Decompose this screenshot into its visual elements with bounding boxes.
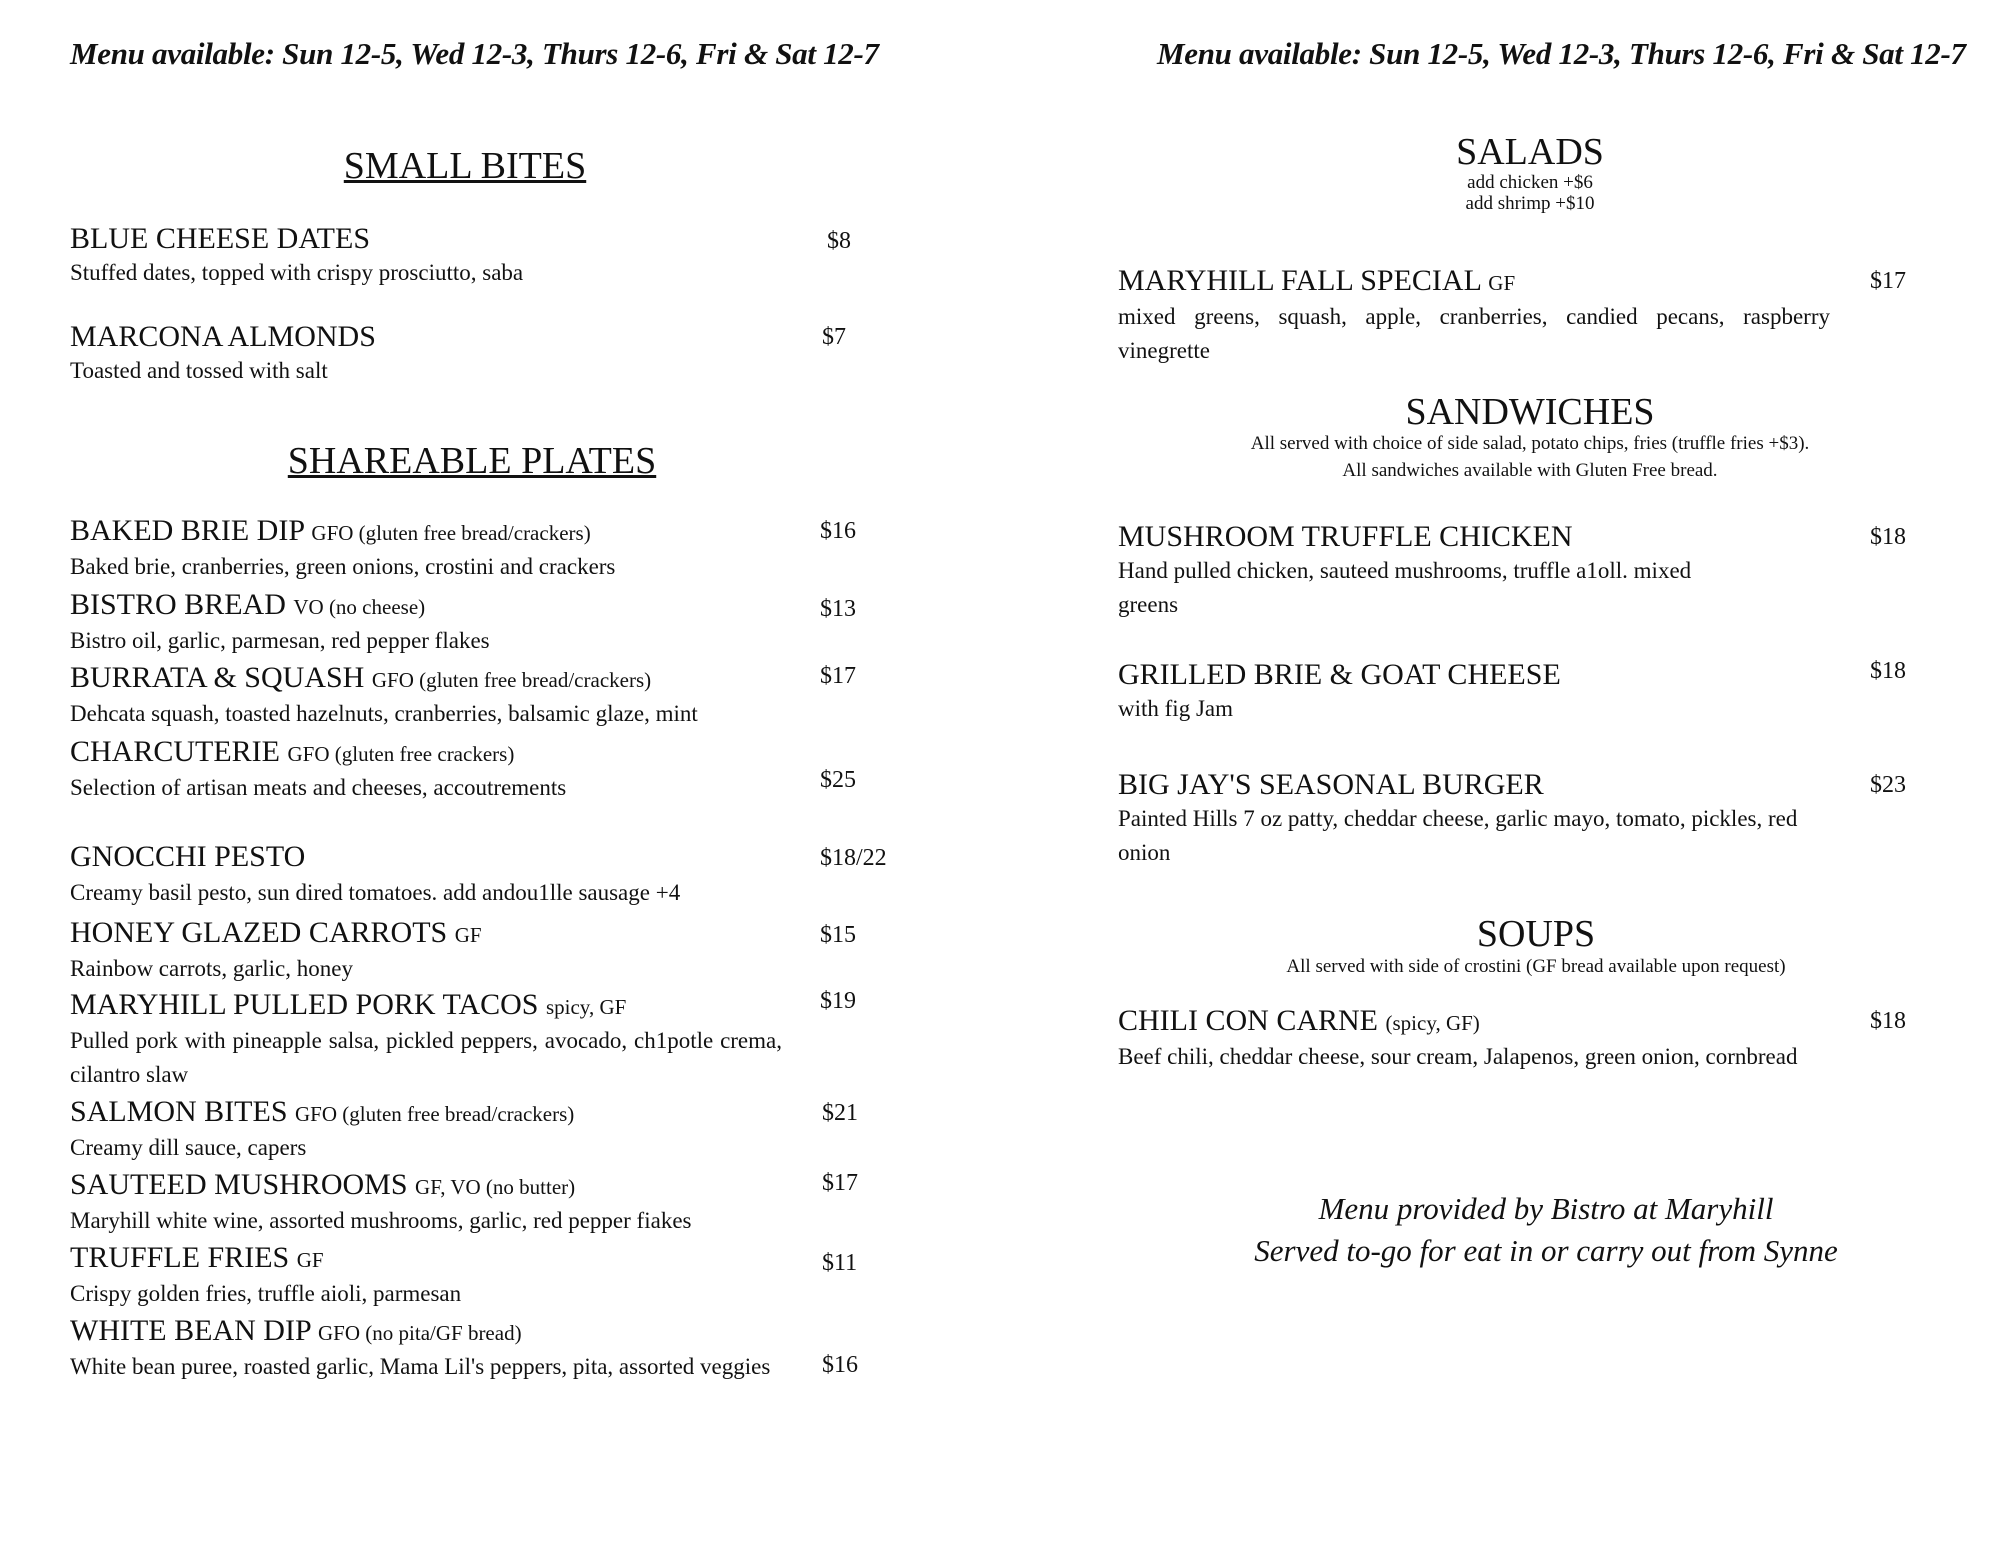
item-desc: Rainbow carrots, garlic, honey (70, 956, 353, 981)
item-desc: Dehcata squash, toasted hazelnuts, cranberries, balsamic glaze, mint (70, 701, 698, 726)
item-name: GNOCCHI PESTO (70, 840, 306, 873)
item-name: BURRATA & SQUASH (70, 661, 365, 694)
small-bites-title: SMALL BITES (343, 145, 587, 187)
item-tag: GF (296, 1248, 324, 1272)
item-desc: Beef chili, cheddar cheese, sour cream, Jalapenos, green onion, cornbread (1118, 1044, 1798, 1069)
menu-item (70, 514, 790, 584)
item-desc: Creamy dill sauce, capers (70, 1135, 307, 1160)
item-price: $16 (820, 518, 856, 544)
menu-item (70, 320, 790, 388)
item-price: $8 (827, 228, 851, 254)
soups-sub: All served with side of crostini (GF bread available upon request) (1286, 956, 1786, 977)
item-price: $17 (820, 663, 856, 689)
sandwiches-sub-sides: All served with choice of side salad, potato chips, fries (truffle fries +$3). (1250, 433, 1810, 454)
item-price: $7 (822, 324, 846, 350)
menu-item (70, 588, 790, 658)
item-name: MUSHROOM TRUFFLE CHICKEN (1118, 520, 1573, 553)
item-price: $17 (822, 1170, 858, 1196)
menu-item (70, 1168, 790, 1238)
menu-item (1118, 658, 1830, 726)
item-tag: (spicy, GF) (1385, 1011, 1480, 1035)
item-tag: GFO (no pita/GF bread) (318, 1321, 522, 1345)
item-name: BISTRO BREAD (70, 588, 286, 621)
sandwiches-title: SANDWICHES (1405, 391, 1655, 433)
item-tag: VO (no cheese) (293, 595, 426, 619)
item-desc: Toasted and tossed with salt (70, 358, 328, 383)
item-name: CHILI CON CARNE (1118, 1004, 1378, 1037)
menu-item (70, 840, 790, 910)
item-name: HONEY GLAZED CARROTS (70, 916, 448, 949)
item-price: $13 (820, 596, 856, 622)
item-desc: with fig Jam (1118, 696, 1233, 721)
item-tag: GF (454, 923, 482, 947)
item-price: $16 (822, 1352, 858, 1378)
item-price: $15 (820, 922, 856, 948)
item-tag: spicy, GF (545, 995, 627, 1019)
menu-item (1118, 520, 1748, 622)
item-tag: GF, VO (no butter) (415, 1175, 576, 1199)
item-desc: Maryhill white wine, assorted mushrooms, garlic, red pepper fiakes (70, 1208, 692, 1233)
item-price: $18 (1870, 524, 1906, 550)
item-name: MARYHILL PULLED PORK TACOS (70, 988, 539, 1021)
item-desc: Hand pulled chicken, sauteed mushrooms, truffle a1oll. mixed greens (1118, 558, 1692, 617)
menu-item (70, 1095, 790, 1165)
item-price: $11 (822, 1250, 858, 1276)
item-price: $18 (1870, 658, 1906, 684)
sandwiches-sub-gf: All sandwiches available with Gluten Free bread. (1342, 460, 1718, 481)
item-name: MARYHILL FALL SPECIAL (1118, 264, 1481, 297)
menu-item (70, 988, 782, 1092)
availability-right: Menu available: Sun 12-5, Wed 12-3, Thurs 12-6, Fri & Sat 12-7 (1157, 36, 1966, 71)
item-desc: White bean puree, roasted garlic, Mama Lil's peppers, pita, assorted veggies (70, 1354, 771, 1379)
item-name: SAUTEED MUSHROOMS (70, 1168, 408, 1201)
item-name: TRUFFLE FRIES (70, 1241, 290, 1274)
item-price: $18/22 (820, 845, 887, 871)
footer-provided-by: Menu provided by Bistro at Maryhill (1318, 1191, 1774, 1226)
menu-item (70, 916, 790, 986)
menu-item (1118, 768, 1840, 870)
item-desc: Baked brie, cranberries, green onions, crostini and crackers (70, 554, 616, 579)
item-tag: GFO (gluten free crackers) (287, 742, 515, 766)
item-tag: GFO (gluten free bread/crackers) (295, 1102, 575, 1126)
item-desc: Painted Hills 7 oz patty, cheddar cheese, garlic mayo, tomato, pickles, red onion (1118, 806, 1798, 865)
shareable-plates-title: SHAREABLE PLATES (287, 440, 657, 482)
salads-sub-shrimp: add shrimp +$10 (1465, 193, 1595, 214)
item-desc: Pulled pork with pineapple salsa, pickled peppers, avocado, ch1potle crema, cilantro slaw (70, 1028, 782, 1087)
soups-title: SOUPS (1476, 913, 1596, 955)
item-name: BIG JAY'S SEASONAL BURGER (1118, 768, 1544, 801)
item-desc: Creamy basil pesto, sun dired tomatoes. add andou1lle sausage +4 (70, 880, 681, 905)
item-name: SALMON BITES (70, 1095, 288, 1128)
item-price: $19 (820, 988, 856, 1014)
menu-item (70, 1314, 782, 1384)
availability-left: Menu available: Sun 12-5, Wed 12-3, Thurs 12-6, Fri & Sat 12-7 (70, 36, 879, 71)
item-price: $18 (1870, 1008, 1906, 1034)
menu-item (1118, 264, 1830, 368)
item-name: GRILLED BRIE & GOAT CHEESE (1118, 658, 1561, 691)
salads-title: SALADS (1456, 131, 1604, 173)
item-tag: GF (1488, 271, 1516, 295)
item-name: BAKED BRIE DIP (70, 514, 304, 547)
item-desc: Bistro oil, garlic, parmesan, red pepper flakes (70, 628, 490, 653)
item-price: $23 (1870, 772, 1906, 798)
item-tag: GFO (gluten free bread/crackers) (371, 668, 652, 692)
salads-sub-chicken: add chicken +$6 (1467, 172, 1593, 193)
item-price: $25 (820, 767, 856, 793)
menu-item (70, 1241, 790, 1311)
item-name: BLUE CHEESE DATES (70, 222, 370, 255)
footer-served-to-go: Served to-go for eat in or carry out from Synne (1254, 1233, 1838, 1268)
item-desc: Crispy golden fries, truffle aioli, parmesan (70, 1281, 462, 1306)
item-name: WHITE BEAN DIP (70, 1314, 311, 1347)
item-desc: mixed greens, squash, apple, cranberries, candied pecans, raspberry vinegrette (1118, 304, 1830, 363)
item-tag: GFO (gluten free bread/crackers) (311, 521, 591, 545)
menu-item (70, 735, 790, 805)
item-name: CHARCUTERIE (70, 735, 280, 768)
menu-item (70, 222, 790, 290)
menu-item (70, 661, 790, 731)
item-price: $17 (1870, 268, 1906, 294)
menu-item (1118, 1004, 1830, 1074)
item-name: MARCONA ALMONDS (70, 320, 376, 353)
item-desc: Stuffed dates, topped with crispy prosciutto, saba (70, 260, 524, 285)
item-desc: Selection of artisan meats and cheeses, accoutrements (70, 775, 567, 800)
item-price: $21 (822, 1100, 858, 1126)
